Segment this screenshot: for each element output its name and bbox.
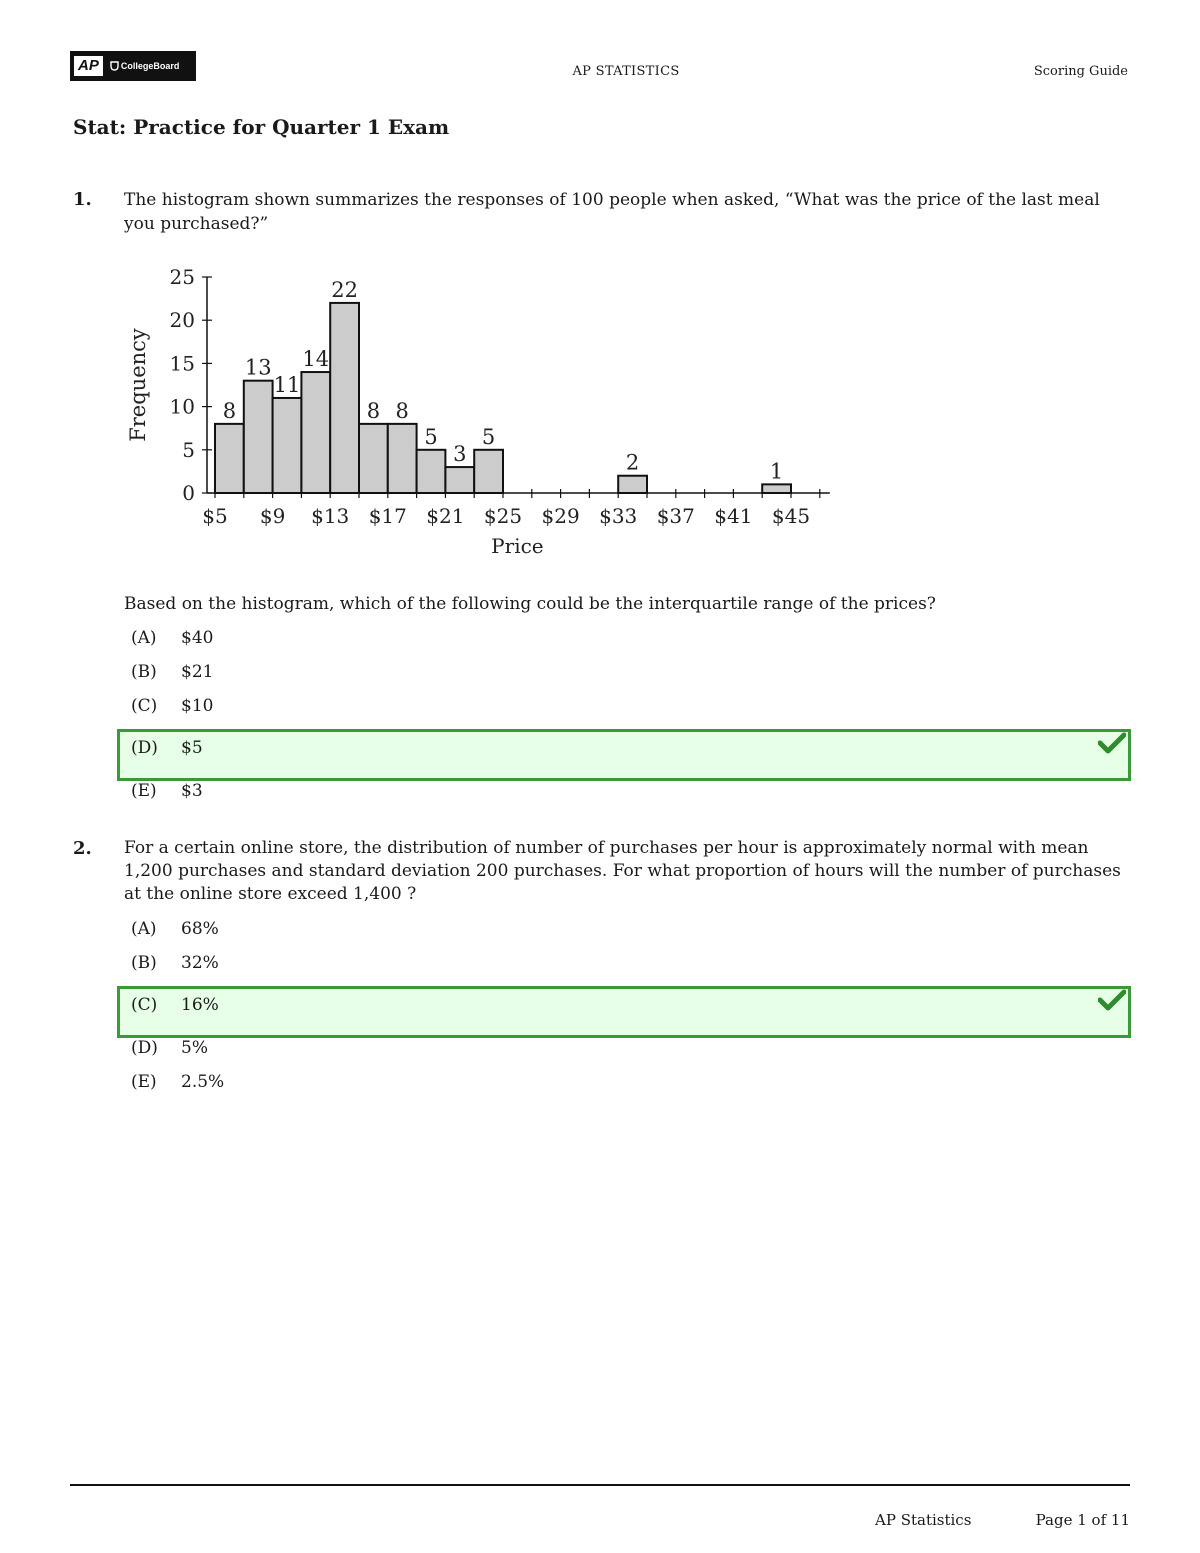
bar-value-label: 5: [424, 424, 438, 449]
x-tick-label: $25: [483, 504, 523, 528]
price-histogram: [120, 260, 840, 565]
y-tick-label: 20: [169, 308, 195, 333]
checkmark-icon: [1098, 989, 1126, 1011]
collegeboard-logo: [110, 61, 180, 71]
bar-value-label: 22: [331, 277, 358, 302]
y-tick-label: 5: [182, 437, 195, 462]
footer-course: AP Statistics: [875, 1511, 972, 1529]
x-axis-title: Price: [491, 534, 544, 558]
choice-label: (E): [131, 781, 157, 801]
collegeboard-wordmark: CollegeBoard: [120, 61, 180, 71]
histogram-bar: [762, 484, 791, 493]
choice-value: 5%: [181, 1038, 208, 1058]
choice-label: (A): [131, 919, 157, 939]
q2-choice-d[interactable]: [131, 1038, 208, 1058]
choice-label: (D): [131, 1038, 158, 1058]
q1-choice-d[interactable]: [131, 738, 203, 758]
choice-label: (A): [131, 628, 157, 648]
histogram-bar: [273, 398, 302, 493]
bar-value-label: 2: [625, 450, 640, 475]
ap-logo: AP: [74, 56, 103, 76]
x-tick-label: $37: [656, 504, 695, 528]
ap-collegeboard-logo: [70, 51, 196, 81]
x-tick-label: $33: [599, 504, 638, 528]
choice-value: 68%: [181, 919, 219, 939]
x-tick-label: $29: [541, 504, 580, 528]
y-tick-label: 15: [169, 351, 195, 376]
choice-label: (C): [131, 696, 158, 716]
acorn-icon: [110, 61, 119, 71]
choice-value: 32%: [181, 953, 219, 973]
bar-value-label: 8: [395, 398, 409, 423]
question-2-text: For a certain online store, the distribution of number of purchases per hour is approximately normal with mean 1,200 purchases and standard deviation 200 purchases. For what proportion of hours will the number of purchases at the online store exceed 1,400 ?: [124, 838, 1121, 904]
bar-value-label: 5: [481, 424, 496, 449]
choice-value: 2.5%: [181, 1072, 225, 1092]
y-tick-label: 0: [182, 481, 195, 505]
histogram-bar: [330, 303, 359, 493]
bar-value-label: 3: [453, 442, 467, 467]
x-tick-label: $45: [771, 504, 811, 528]
q1-choice-b[interactable]: [131, 662, 213, 682]
histogram-bar: [388, 424, 417, 493]
bar-value-label: 11: [273, 372, 301, 397]
q1-choice-c[interactable]: [131, 696, 213, 716]
choice-value: 16%: [181, 995, 219, 1015]
x-tick-label: $17: [368, 504, 407, 528]
header-course: AP STATISTICS: [572, 64, 680, 79]
x-tick-label: $13: [311, 504, 350, 528]
choice-value: $10: [181, 696, 214, 716]
choice-label: (D): [131, 738, 158, 758]
question-1-number: 1.: [73, 189, 92, 210]
page-title: Stat: Practice for Quarter 1 Exam: [73, 115, 450, 139]
page-number: Page 1 of 11: [1035, 1511, 1130, 1529]
choice-value: $21: [181, 662, 214, 682]
correct-answer-highlight-q2: [117, 986, 1131, 1038]
header-doc-type: Scoring Guide: [1033, 64, 1128, 79]
histogram-bar: [417, 450, 446, 493]
y-tick-label: 10: [169, 394, 195, 419]
correct-answer-highlight-q1: [117, 729, 1131, 781]
choice-value: $40: [181, 628, 214, 648]
histogram-bar: [474, 450, 503, 493]
x-tick-label: $5: [202, 504, 228, 528]
checkmark-icon: [1098, 732, 1126, 754]
y-tick-label: 25: [169, 265, 195, 289]
choice-value: $3: [181, 781, 203, 801]
question-1-text: The histogram shown summarizes the responses of 100 people when asked, “What was the price of the last meal you purchased?”: [124, 190, 1100, 234]
histogram-bar: [618, 476, 647, 493]
bar-value-label: 1: [769, 459, 784, 484]
histogram-bar: [244, 381, 273, 493]
question-1-subquestion: Based on the histogram, which of the following could be the interquartile range of the prices?: [124, 594, 936, 614]
q2-choice-a[interactable]: [131, 919, 219, 939]
x-tick-label: $21: [426, 504, 465, 528]
choice-label: (C): [131, 995, 158, 1015]
footer-divider: [70, 1484, 1130, 1486]
histogram-bar: [301, 372, 330, 493]
histogram-bar: [359, 424, 388, 493]
q2-choice-b[interactable]: [131, 953, 219, 973]
y-axis-title: Frequency: [126, 328, 150, 442]
choice-label: (B): [131, 662, 157, 682]
x-tick-label: $41: [714, 504, 753, 528]
bar-value-label: 13: [244, 355, 272, 380]
q2-choice-c[interactable]: [131, 995, 219, 1015]
bar-value-label: 8: [222, 398, 237, 423]
q1-choice-e[interactable]: [131, 781, 203, 801]
x-tick-label: $9: [259, 504, 286, 528]
q2-choice-e[interactable]: [131, 1072, 224, 1092]
choice-label: (B): [131, 953, 157, 973]
choice-value: $5: [181, 738, 203, 758]
histogram-bar: [215, 424, 244, 493]
choice-label: (E): [131, 1072, 157, 1092]
question-2-number: 2.: [73, 838, 92, 859]
q1-choice-a[interactable]: [131, 628, 213, 648]
bar-value-label: 8: [366, 398, 381, 423]
histogram-bar: [445, 467, 474, 493]
bar-value-label: 14: [302, 347, 330, 372]
